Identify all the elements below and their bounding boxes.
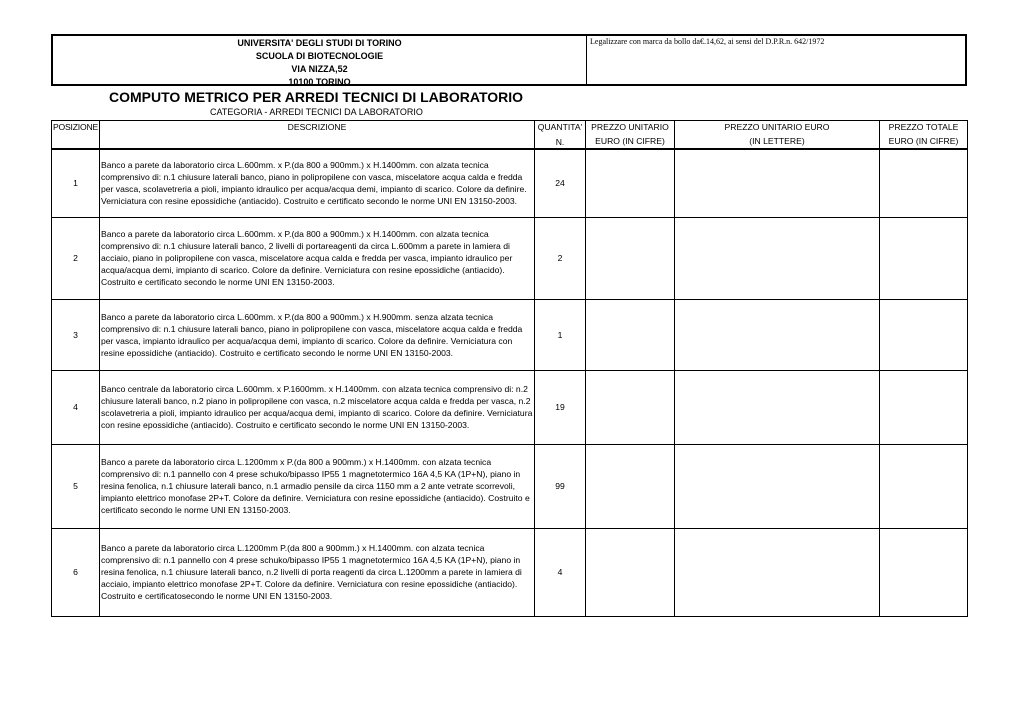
row-description: Banco a parete da laboratorio circa L.1200mm x P.(da 800 a 900mm.) x H.1400mm. con alzata tecnica comprensivo di: n.1 pannello con 4 prese schuko/bipasso IP55 1 magnetotermico 16A 4,5 KA (1P+N), piano in resina fenolica, n.1 chiusure laterali banco, n.1 armadio pensile da circa 1150 mm a 2 ante vetrate scorrevoli, impianto elettrico monofase 2P+T. Colore da definire. Verniciatura con resine epossidiche (antiacido). Costruito e certificato secondo le norme UNI EN 13150-2003. xyxy=(100,444,535,528)
table-row xyxy=(52,149,968,217)
institution-block xyxy=(53,36,587,87)
row-quantity: 2 xyxy=(535,217,586,299)
header-position xyxy=(52,121,100,150)
stamp-area xyxy=(587,36,965,84)
row-unit-price-digits xyxy=(586,149,675,217)
row-position: 1 xyxy=(52,149,100,217)
row-total-price xyxy=(880,370,968,444)
row-quantity: 4 xyxy=(535,528,586,616)
document-title: COMPUTO METRICO PER ARREDI TECNICI DI LABORATORIO xyxy=(109,89,524,105)
header-position-label: POSIZIONE xyxy=(53,122,98,132)
row-position: 5 xyxy=(52,444,100,528)
row-unit-price-digits xyxy=(586,444,675,528)
row-position: 6 xyxy=(52,528,100,616)
header-unit-price-digits xyxy=(586,121,675,150)
estimate-table xyxy=(51,120,968,617)
city-address: 10100 TORINO xyxy=(288,77,351,87)
row-description: Banco a parete da laboratorio circa L.600mm. x P.(da 800 a 900mm.) x H.1400mm. con alzata tecnica comprensivo di: n.1 chiusure laterali banco, 2 livelli di portareagenti da circa L.600mm a parete in lamiera di acciaio, piano in polipropilene con vasca, miscelatore acqua calda e fredda per vasca, impianto idraulico per acqua/acqua demi, impianto di scarico. Colore da definire. Verniciatura con resine epossidiche (antiacido). Costruito e certificato secondo le norme UNI EN 13150-2003. xyxy=(100,217,535,299)
row-unit-price-words xyxy=(675,444,880,528)
row-unit-price-digits xyxy=(586,217,675,299)
header-unit-price-words-line1: PREZZO UNITARIO EURO xyxy=(724,122,830,132)
header-total-price xyxy=(880,121,968,150)
row-unit-price-words xyxy=(675,528,880,616)
header-unit-price-words xyxy=(675,121,880,150)
header-quantity-line1: QUANTITA' xyxy=(537,122,583,132)
table-row xyxy=(52,299,968,370)
row-description: Banco centrale da laboratorio circa L.600mm. x P.1600mm. x H.1400mm. con alzata tecnica comprensivo di: n.2 chiusure laterali banco, n.2 piano in polipropilene con vasca, n.2 miscelatore acqua calda e fredda per vasca, n.2 scolavetreria a pioli, impianto idraulico per acqua/acqua demi, impianto di scarico. Colore da definire. Verniciatura con resine epossidiche (antiacido). Costruito e certificato secondo le norme UNI EN 13150-2003. xyxy=(100,370,535,444)
row-total-price xyxy=(880,528,968,616)
header-quantity-line2: N. xyxy=(555,137,565,147)
row-unit-price-words xyxy=(675,370,880,444)
row-unit-price-digits xyxy=(586,528,675,616)
school-name: SCUOLA DI BIOTECNOLOGIE xyxy=(255,51,384,61)
row-unit-price-digits xyxy=(586,299,675,370)
row-total-price xyxy=(880,444,968,528)
row-total-price xyxy=(880,149,968,217)
institution-name: UNIVERSITA' DEGLI STUDI DI TORINO xyxy=(237,38,402,48)
row-position: 2 xyxy=(52,217,100,299)
row-description: Banco a parete da laboratorio circa L.600mm. x P.(da 800 a 900mm.) x H.900mm. senza alzata tecnica comprensivo di: n.1 chiusure laterali banco, piano in polipropilene con vasca, miscelatore acqua calda e fredda per vasca, impianto idraulico per acqua/acqua demi, impianto di scarico. Colore da definire. Verniciatura con resine epossidiche (antiacido). Costruito e certificato secondo le norme UNI EN 13150-2003. xyxy=(100,299,535,370)
table-row xyxy=(52,370,968,444)
row-position: 3 xyxy=(52,299,100,370)
row-unit-price-words xyxy=(675,149,880,217)
header-description xyxy=(100,121,535,150)
header-unit-price-digits-line1: PREZZO UNITARIO xyxy=(591,122,669,132)
row-description: Banco a parete da laboratorio circa L.600mm. x P.(da 800 a 900mm.) x H.1400mm. con alzata tecnica comprensivo di: n.1 chiusure laterali banco, piano in polipropilene con vasca, miscelatore acqua calda e fredda per vasca, scolavetreria a pioli, impianto idraulico per acqua/acqua demi, impianto di scarico. Colore da definire. Verniciatura con resine epossidiche (antiacido). Costruito e certificato secondo le norme UNI EN 13150-2003. xyxy=(100,149,535,217)
row-unit-price-digits xyxy=(586,370,675,444)
table-row xyxy=(52,528,968,616)
header-total-price-line2: EURO (IN CIFRE) xyxy=(888,136,959,146)
row-unit-price-words xyxy=(675,299,880,370)
header-total-price-line1: PREZZO TOTALE xyxy=(888,122,959,132)
header-description-label: DESCRIZIONE xyxy=(287,122,347,132)
row-quantity: 19 xyxy=(535,370,586,444)
row-quantity: 24 xyxy=(535,149,586,217)
category-label: CATEGORIA - ARREDI TECNICI DA LABORATORIO xyxy=(210,107,423,117)
table-row xyxy=(52,444,968,528)
row-quantity: 1 xyxy=(535,299,586,370)
row-total-price xyxy=(880,217,968,299)
header-quantity xyxy=(535,121,586,150)
street-address: VIA NIZZA,52 xyxy=(291,64,348,74)
header-unit-price-words-line2: (IN LETTERE) xyxy=(749,136,805,146)
row-description: Banco a parete da laboratorio circa L.1200mm P.(da 800 a 900mm.) x H.1400mm. con alzata tecnica comprensivo di: n.1 pannello con 4 prese schuko/bipasso IP55 1 magnetotermico 16A 4,5 KA (1P+N), piano in resina fenolica, n.1 chiusure laterali banco, n.2 livelli di porta reagenti da circa L.1200mm a parete in lamiera di acciaio, impianto elettrico monofase 2P+T. Colore da definire. Verniciatura con resine epossidiche (antiacido). Costruito e certificatosecondo le norme UNI EN 13150-2003. xyxy=(100,528,535,616)
row-quantity: 99 xyxy=(535,444,586,528)
row-unit-price-words xyxy=(675,217,880,299)
row-total-price xyxy=(880,299,968,370)
stamp-note: Legalizzare con marca da bollo da€.14,62, ai sensi del D.P.R.n. 642/1972 xyxy=(590,37,825,46)
row-position: 4 xyxy=(52,370,100,444)
table-header-row xyxy=(52,121,968,150)
header-box xyxy=(51,34,967,86)
header-unit-price-digits-line2: EURO (IN CIFRE) xyxy=(595,136,665,146)
table-row xyxy=(52,217,968,299)
